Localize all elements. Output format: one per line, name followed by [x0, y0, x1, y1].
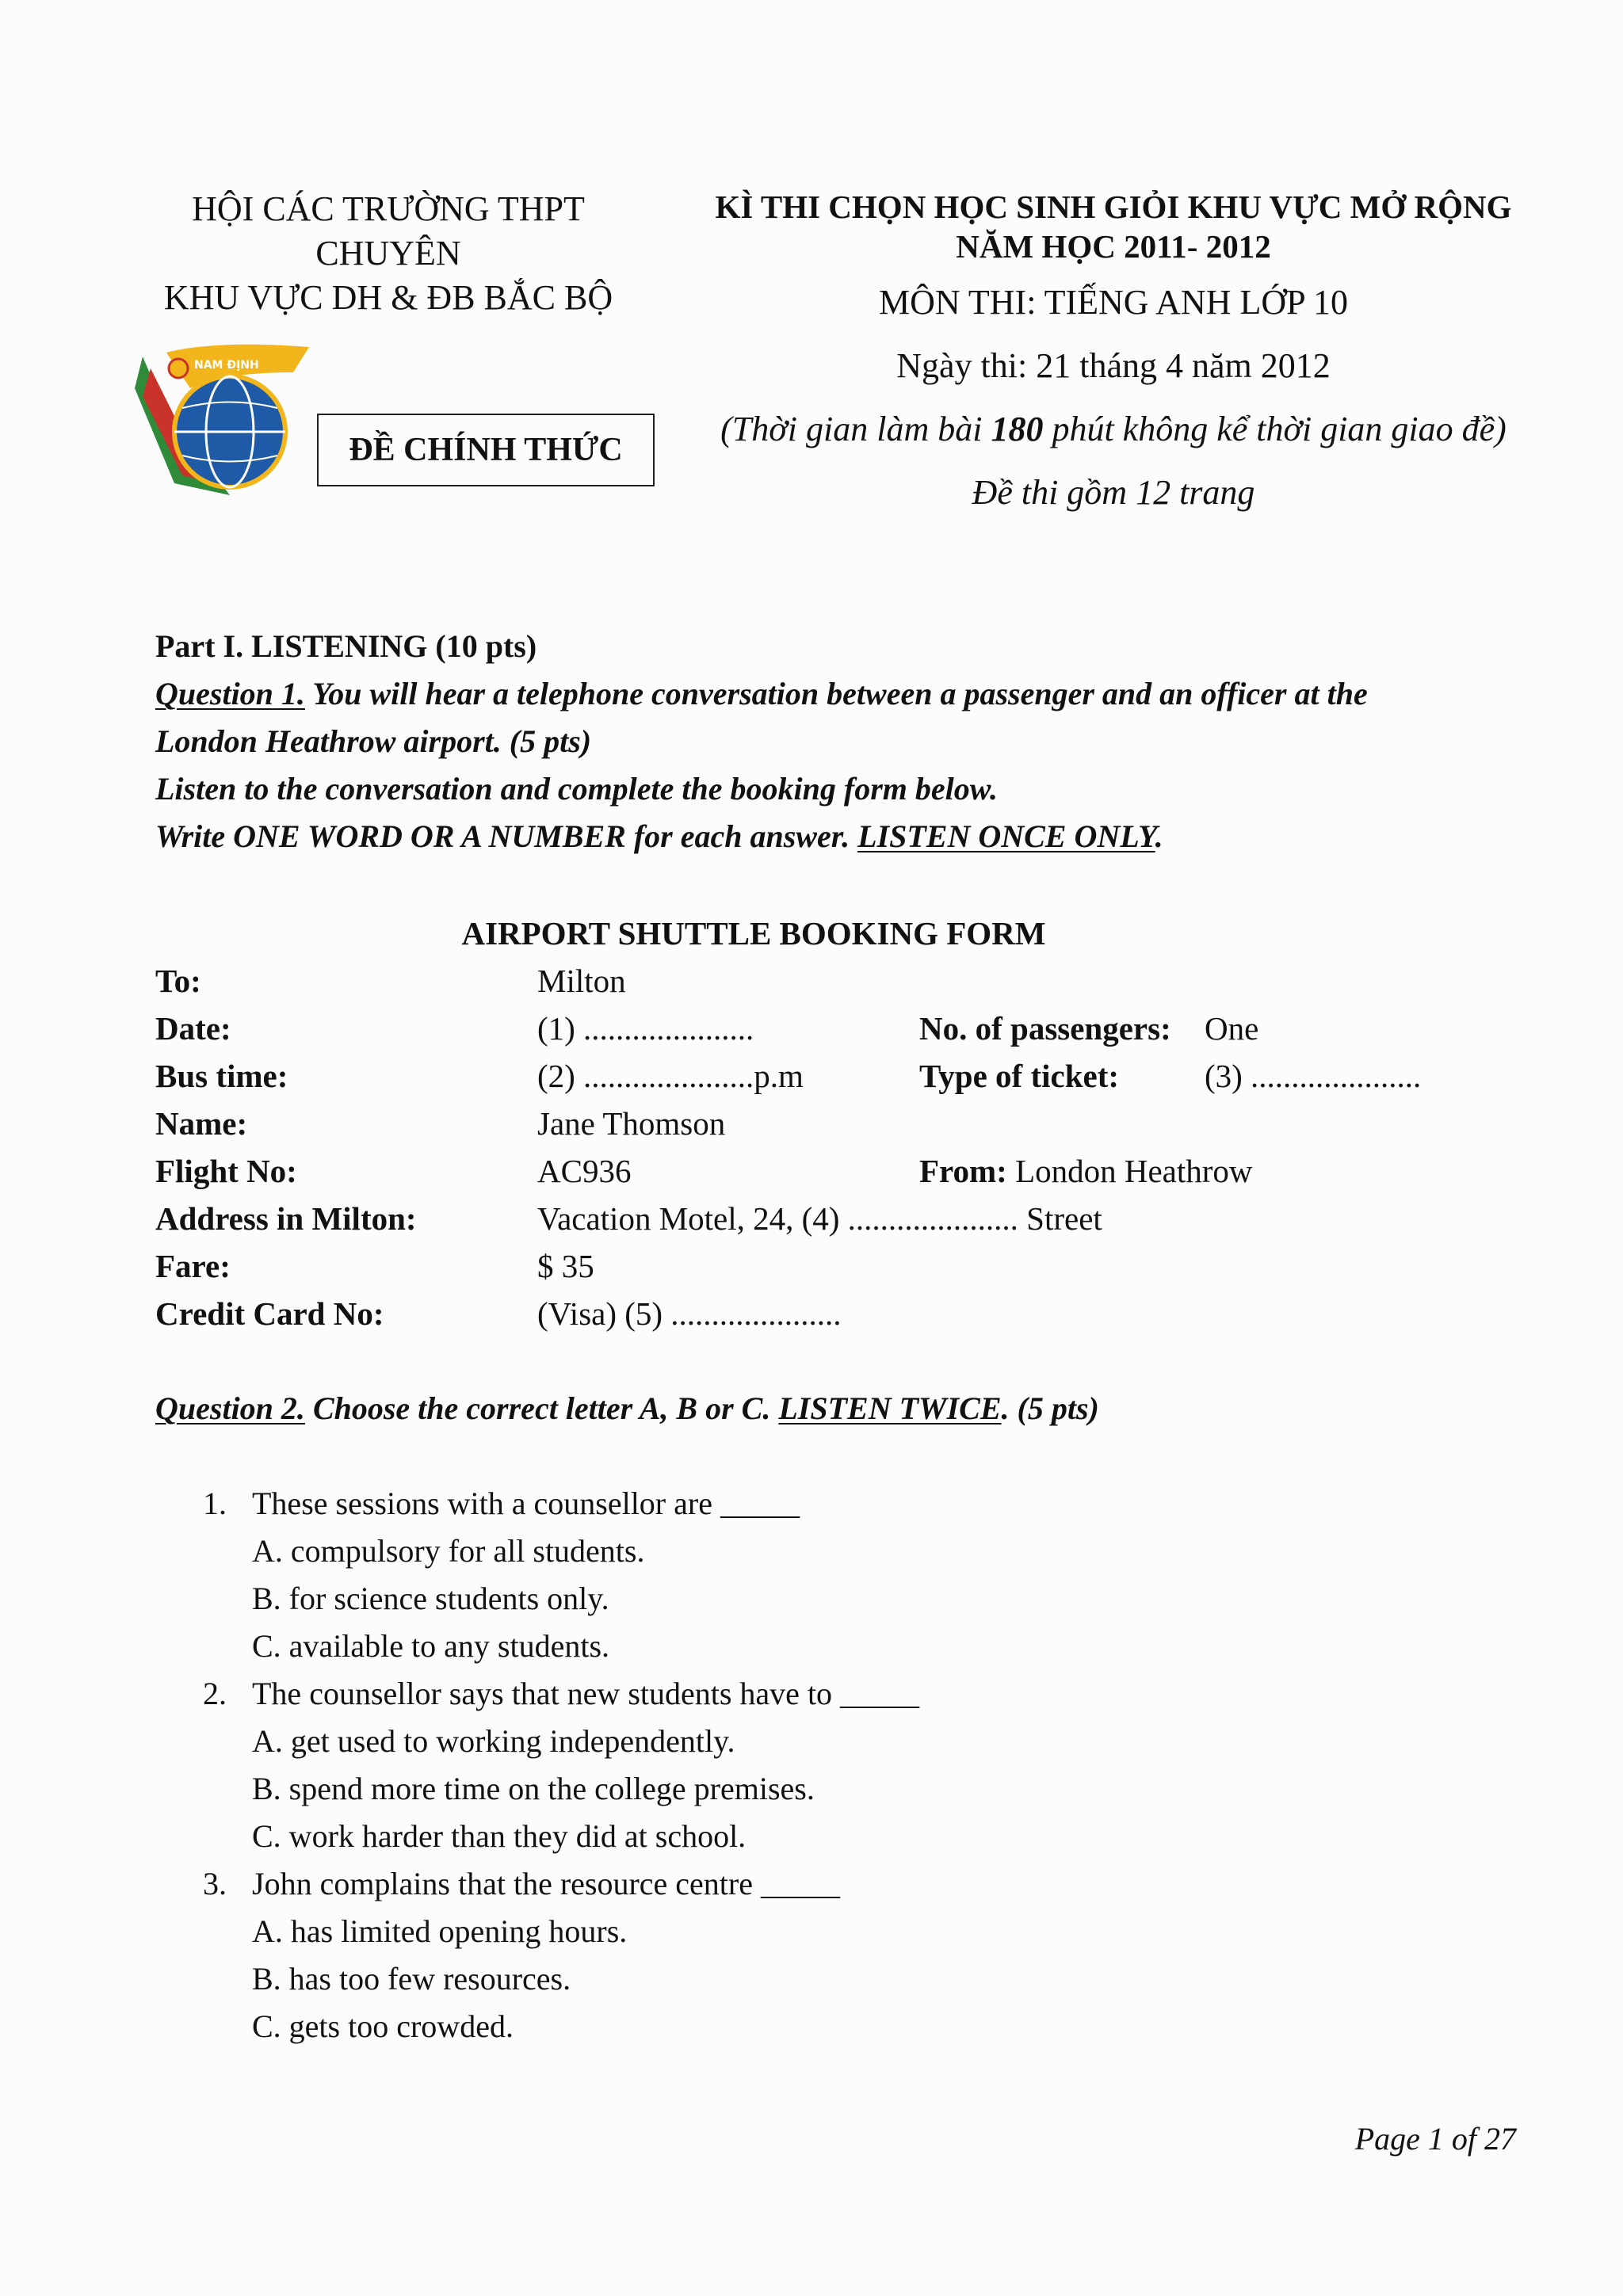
- org-line-3: KHU VỰC DH & ĐB BẮC BỘ: [163, 278, 613, 317]
- official-label: ĐỀ CHÍNH THỨC: [317, 414, 655, 486]
- answer-option: A. compulsory for all students.: [252, 1533, 645, 1569]
- form-value: AC936: [537, 1153, 632, 1189]
- form-row: [155, 1005, 1582, 1052]
- question-1-line-1: [155, 670, 1368, 718]
- form-value: Milton: [537, 963, 626, 999]
- form-value: $ 35: [537, 1248, 594, 1284]
- exam-info: [658, 187, 1569, 515]
- question-2-post: . (5 pts): [1001, 1390, 1099, 1426]
- exam-subject: MÔN THI: TIẾNG ANH LỚP 10: [879, 283, 1348, 322]
- exam-pages: Đề thi gồm 12 trang: [972, 473, 1255, 512]
- question-2-text: Choose the correct letter A, B or C.: [304, 1390, 779, 1426]
- answer-option: B. has too few resources.: [252, 1961, 571, 1997]
- page-number: Page 1 of 27: [1354, 2121, 1516, 2157]
- question-number: 3.: [203, 1866, 227, 1901]
- form-value: Jane Thomson: [537, 1105, 726, 1142]
- form-value: (2) .....................p.m: [537, 1058, 804, 1094]
- question-number: 2.: [203, 1676, 227, 1711]
- form-value-2: One: [1205, 1010, 1259, 1047]
- form-title: AIRPORT SHUTTLE BOOKING FORM: [461, 915, 1046, 952]
- instruction-2-pre: Write ONE WORD OR A NUMBER for each answer.: [155, 818, 858, 854]
- form-label-2: From:: [919, 1153, 1007, 1189]
- form-pair-2: [919, 1147, 1253, 1195]
- listen-once-label: LISTEN ONCE ONLY: [857, 818, 1155, 854]
- question-1-text: You will hear a telephone conversation between a passenger and an officer at the: [304, 676, 1368, 711]
- form-label: Address in Milton:: [155, 1200, 417, 1237]
- listen-twice-label: LISTEN TWICE: [778, 1390, 1002, 1426]
- form-value: (Visa) (5) .....................: [537, 1295, 842, 1332]
- exam-year: NĂM HỌC 2011- 2012: [956, 228, 1271, 265]
- exam-duration: [658, 407, 1569, 452]
- org-line-2: CHUYÊN: [315, 234, 461, 273]
- form-label: Fare:: [155, 1248, 231, 1284]
- organization-name: [119, 187, 658, 320]
- form-row: [155, 957, 1582, 1005]
- duration-post: phút không kể thời gian giao đề): [1043, 410, 1507, 448]
- duration-minutes: 180: [991, 410, 1044, 448]
- form-label: Flight No:: [155, 1153, 297, 1189]
- form-value-2: London Heathrow: [1015, 1153, 1253, 1189]
- question-1-instruction-2: [155, 813, 1163, 860]
- form-row: [155, 1052, 1582, 1100]
- part-heading: Part I. LISTENING (10 pts): [155, 628, 537, 664]
- answer-option: C. gets too crowded.: [252, 2008, 514, 2044]
- question-1-line-2: London Heathrow airport. (5 pts): [155, 723, 592, 759]
- answer-option: A. get used to working independently.: [252, 1723, 735, 1759]
- form-row: [155, 1147, 1582, 1195]
- answer-option: C. available to any students.: [252, 1628, 610, 1664]
- question-2-heading: [155, 1385, 1099, 1432]
- question-1-label: Question 1.: [155, 676, 305, 711]
- question-item: [203, 1480, 800, 1527]
- question-item: [203, 1670, 919, 1718]
- answer-option: B. spend more time on the college premises.: [252, 1771, 815, 1806]
- instruction-2-post: .: [1155, 818, 1163, 854]
- question-2-label: Question 2.: [155, 1390, 305, 1426]
- form-row: [155, 1242, 1582, 1290]
- form-value: (1) .....................: [537, 1010, 754, 1047]
- form-value: Vacation Motel, 24, (4) ..................... Street: [537, 1200, 1102, 1237]
- form-label-2: No. of passengers:: [919, 1010, 1171, 1047]
- answer-option: B. for science students only.: [252, 1581, 609, 1616]
- answer-option: A. has limited opening hours.: [252, 1913, 628, 1949]
- exam-title: KÌ THI CHỌN HỌC SINH GIỎI KHU VỰC MỞ RỘNG: [715, 189, 1512, 225]
- answer-option: C. work harder than they did at school.: [252, 1818, 747, 1854]
- question-1-instruction-1: Listen to the conversation and complete the booking form below.: [155, 771, 998, 807]
- form-label: Bus time:: [155, 1058, 288, 1094]
- org-line-1: HỘI CÁC TRƯỜNG THPT: [192, 189, 585, 228]
- duration-pre: (Thời gian làm bài: [720, 410, 991, 448]
- form-row: [155, 1195, 1582, 1242]
- question-number: 1.: [203, 1486, 227, 1521]
- form-label: Credit Card No:: [155, 1295, 384, 1332]
- form-label: To:: [155, 963, 201, 999]
- question-stem: John complains that the resource centre _____: [252, 1866, 840, 1901]
- form-label: Date:: [155, 1010, 231, 1047]
- logo-text: NAM ĐỊNH: [194, 359, 259, 372]
- exam-date: Ngày thi: 21 tháng 4 năm 2012: [896, 346, 1331, 385]
- form-row: [155, 1290, 1582, 1337]
- question-stem: These sessions with a counsellor are _____: [252, 1486, 800, 1521]
- form-value-2: (3) .....................: [1205, 1058, 1422, 1094]
- school-logo: [119, 341, 313, 503]
- question-item: [203, 1860, 840, 1908]
- form-row: [155, 1100, 1582, 1147]
- question-stem: The counsellor says that new students have to _____: [252, 1676, 920, 1711]
- form-label-2: Type of ticket:: [919, 1058, 1120, 1094]
- form-label: Name:: [155, 1105, 248, 1142]
